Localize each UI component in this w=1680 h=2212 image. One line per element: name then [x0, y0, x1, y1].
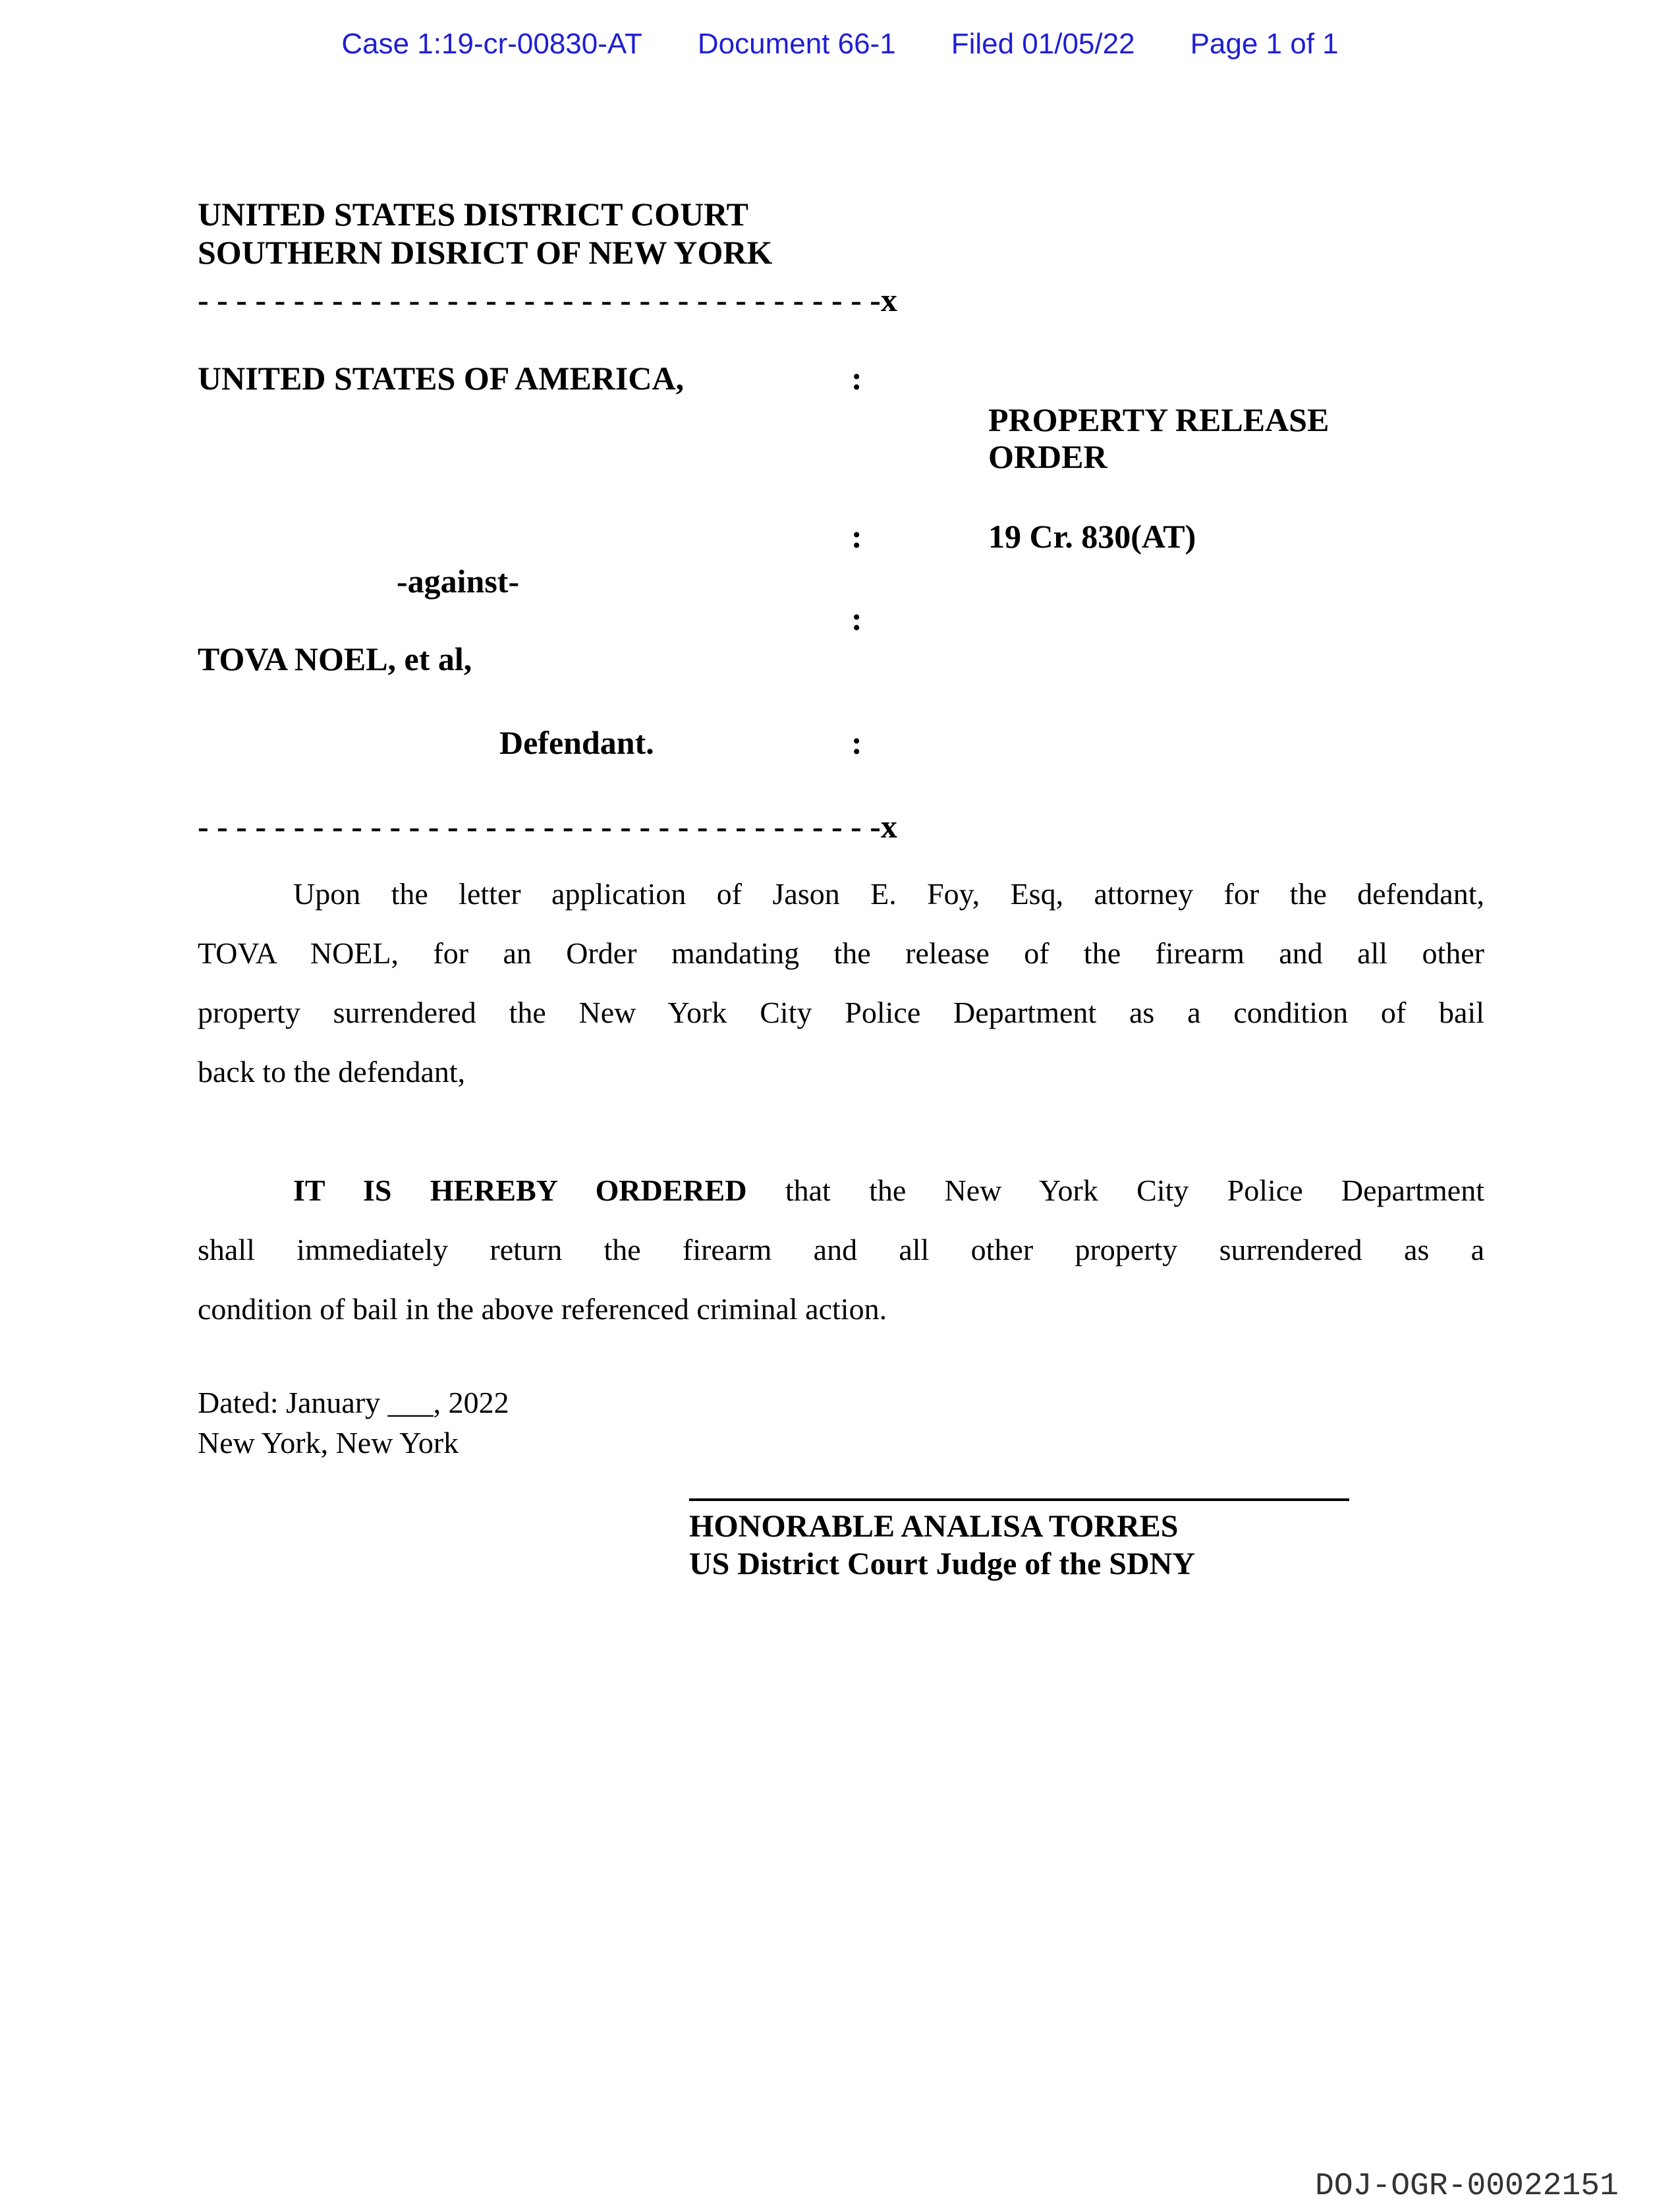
paragraph-line [198, 1161, 1484, 1220]
judge-name: HONORABLE ANALISA TORRES [689, 1509, 1179, 1544]
court-name-line-1: UNITED STATES DISTRICT COURT [198, 196, 748, 233]
caption-colon-3: : [851, 600, 862, 637]
paragraph-line: property surrendered the New York City Police Department as a condition of bail [198, 996, 1484, 1029]
defendant-name: TOVA NOEL, et al, [198, 640, 472, 677]
against-label: -against- [397, 563, 520, 600]
signature-block [689, 1498, 1355, 1583]
judge-title: US District Court Judge of the SDNY [689, 1546, 1195, 1581]
caption-colon-2: : [851, 518, 862, 555]
caption-colon-1: : [851, 360, 862, 397]
pacer-stamp-header [0, 28, 1680, 61]
paragraph-line: condition of bail in the above referenced criminal action. [198, 1292, 887, 1326]
paragraph-line: TOVA NOEL, for an Order mandating the release of the firearm and all other [198, 936, 1484, 970]
ordered-lead-text: IT IS HEREBY ORDERED [293, 1174, 747, 1207]
caption-divider-bottom: - - - - - - - - - - - - - - - - - - - - - - - - - - - - - - - - - - - -x [198, 808, 897, 845]
court-name-line-2: SOUTHERN DISRICT OF NEW YORK [198, 234, 773, 271]
dated-city-line: New York, New York [198, 1426, 459, 1460]
paragraph-line: back to the defendant, [198, 1055, 466, 1089]
stamp-document-number: Document 66-1 [697, 28, 896, 60]
case-number: 19 Cr. 830(AT) [988, 518, 1196, 555]
plaintiff-name: UNITED STATES OF AMERICA, [198, 360, 685, 397]
bates-number: DOJ-OGR-00022151 [1315, 2169, 1619, 2204]
paragraph-ordered [198, 1161, 1484, 1339]
paragraph-line: Upon the letter application of Jason E. Foy, Esq, attorney for the defendant, [293, 877, 1484, 911]
caption-divider-top: - - - - - - - - - - - - - - - - - - - - - - - - - - - - - - - - - - - -x [198, 281, 897, 318]
stamp-filed-date: Filed 01/05/22 [951, 28, 1135, 60]
paragraph-upon-application [198, 865, 1484, 1102]
order-title-line-2: ORDER [988, 438, 1107, 475]
stamp-case-number: Case 1:19-cr-00830-AT [341, 28, 642, 60]
caption-colon-4: : [851, 724, 862, 761]
paragraph-line: shall immediately return the firearm and all other property surrendered as a [198, 1233, 1484, 1266]
ordered-lead-rest: that the New York City Police Department [746, 1174, 1484, 1207]
defendant-label: Defendant. [499, 724, 654, 761]
dated-block [198, 1382, 509, 1463]
signature-line [689, 1498, 1349, 1501]
order-title-line-1: PROPERTY RELEASE [988, 401, 1330, 438]
stamp-page-number: Page 1 of 1 [1190, 28, 1339, 60]
dated-line: Dated: January ___, 2022 [198, 1386, 509, 1419]
